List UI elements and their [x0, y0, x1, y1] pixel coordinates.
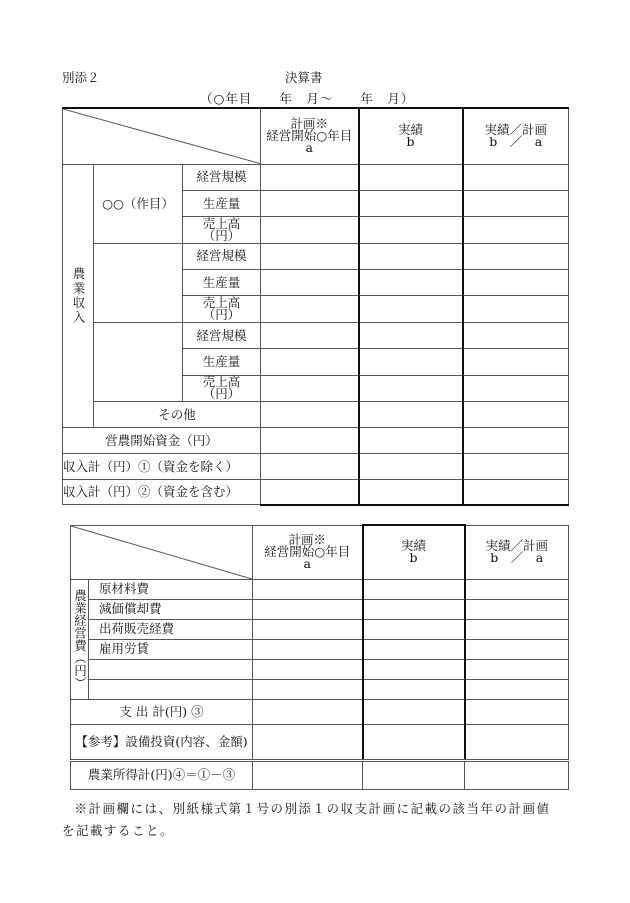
value-cell[interactable]: [363, 699, 465, 724]
actual-header: 実績 b: [363, 525, 465, 579]
group-label: 農業収入: [63, 164, 94, 428]
table-row: [71, 579, 569, 599]
table-row: [63, 402, 569, 428]
value-cell[interactable]: [253, 724, 363, 760]
sub-item-label: 生産量: [183, 270, 261, 296]
sub-item-label: 経営規模: [183, 322, 261, 348]
table-row: [71, 639, 569, 659]
sub-item-label: 生産量: [183, 190, 261, 216]
value-cell[interactable]: [359, 243, 463, 269]
table-row: [63, 428, 569, 454]
value-cell[interactable]: [363, 679, 465, 699]
ratio-header: 実績／計画 b ／ a: [465, 525, 569, 579]
value-cell[interactable]: [261, 402, 359, 428]
value-cell[interactable]: [465, 639, 569, 659]
value-cell[interactable]: [363, 760, 465, 789]
expense-item-label: [89, 659, 253, 679]
value-cell[interactable]: [463, 270, 569, 296]
value-cell[interactable]: [463, 190, 569, 216]
value-cell[interactable]: [463, 164, 569, 190]
value-cell[interactable]: [359, 296, 463, 322]
value-cell[interactable]: [253, 699, 363, 724]
table-row: [63, 454, 569, 480]
value-cell[interactable]: [465, 579, 569, 599]
value-cell[interactable]: [261, 454, 359, 480]
other-label: その他: [94, 402, 261, 428]
sub-item-label: 経営規模: [183, 164, 261, 190]
value-cell[interactable]: [463, 296, 569, 322]
ratio-header: 実績／計画 b ／ a: [463, 108, 569, 164]
sub-item-label: 売上高（円）: [183, 375, 261, 401]
expense-item-label: 雇用労賃: [89, 639, 253, 659]
value-cell[interactable]: [253, 639, 363, 659]
value-cell[interactable]: [261, 217, 359, 243]
table-row: [71, 699, 569, 724]
expense-item-label: 出荷販売経費: [89, 619, 253, 639]
value-cell[interactable]: [463, 217, 569, 243]
funds-label: 営農開始資金（円）: [63, 428, 261, 454]
value-cell[interactable]: [465, 619, 569, 639]
total1-label: 収入計（円）①（資金を除く）: [63, 454, 261, 480]
value-cell[interactable]: [363, 639, 465, 659]
document-title: 決算書: [285, 70, 323, 85]
value-cell[interactable]: [261, 270, 359, 296]
value-cell[interactable]: [253, 579, 363, 599]
value-cell[interactable]: [463, 375, 569, 401]
table-row: [63, 322, 569, 348]
income-total-label: 農業所得計(円)④＝①－③: [71, 760, 253, 789]
table-row: [71, 619, 569, 639]
crop-label: [94, 322, 183, 401]
plan-header: 計画※ 経営開始○年目 a: [261, 108, 359, 164]
value-cell[interactable]: [359, 349, 463, 375]
value-cell[interactable]: [465, 760, 569, 789]
annex-label: 別添２: [62, 70, 100, 85]
value-cell[interactable]: [359, 454, 463, 480]
value-cell[interactable]: [463, 243, 569, 269]
total2-label: 収入計（円）②（資金を含む）: [63, 480, 261, 505]
value-cell[interactable]: [261, 375, 359, 401]
value-cell[interactable]: [261, 480, 359, 505]
period-label: （○年目 年 月～ 年 月）: [200, 91, 415, 106]
value-cell[interactable]: [253, 619, 363, 639]
sub-item-label: 売上高（円）: [183, 217, 261, 243]
crop-label: [94, 243, 183, 322]
table-row: [63, 164, 569, 190]
sub-item-label: 売上高（円）: [183, 296, 261, 322]
value-cell[interactable]: [261, 322, 359, 348]
expense-item-label: 原材料費: [89, 579, 253, 599]
plan-header: 計画※ 経営開始○年目 a: [253, 525, 363, 579]
table-row: [63, 480, 569, 505]
group-label: 農業経営費（円）: [71, 579, 89, 699]
value-cell[interactable]: [253, 679, 363, 699]
value-cell[interactable]: [261, 190, 359, 216]
value-cell[interactable]: [463, 480, 569, 505]
value-cell[interactable]: [465, 724, 569, 760]
crop-label: ○○（作目）: [94, 164, 183, 243]
table-row: [71, 679, 569, 699]
value-cell[interactable]: [465, 659, 569, 679]
value-cell[interactable]: [261, 428, 359, 454]
header-diagonal-cell: [71, 525, 253, 579]
value-cell[interactable]: [253, 659, 363, 679]
value-cell[interactable]: [253, 599, 363, 619]
value-cell[interactable]: [359, 375, 463, 401]
value-cell[interactable]: [359, 190, 463, 216]
actual-header: 実績 b: [359, 108, 463, 164]
value-cell[interactable]: [363, 619, 465, 639]
table-row: [71, 599, 569, 619]
value-cell[interactable]: [463, 322, 569, 348]
expense-item-label: [89, 679, 253, 699]
value-cell[interactable]: [359, 217, 463, 243]
value-cell[interactable]: [363, 724, 465, 760]
value-cell[interactable]: [465, 699, 569, 724]
value-cell[interactable]: [359, 270, 463, 296]
value-cell[interactable]: [465, 679, 569, 699]
expense-item-label: 減価償却費: [89, 599, 253, 619]
income-table: [62, 107, 569, 506]
table-row: [71, 760, 569, 789]
value-cell[interactable]: [359, 164, 463, 190]
value-cell[interactable]: [363, 599, 465, 619]
footnote: ※計画欄には、別紙様式第１号の別添１の収支計画に記載の該当年の計画値を記載すること。: [62, 801, 551, 838]
value-cell[interactable]: [363, 579, 465, 599]
value-cell[interactable]: [463, 402, 569, 428]
table-row: [63, 243, 569, 269]
value-cell[interactable]: [261, 349, 359, 375]
value-cell[interactable]: [463, 428, 569, 454]
value-cell[interactable]: [261, 243, 359, 269]
value-cell[interactable]: [463, 454, 569, 480]
value-cell[interactable]: [363, 659, 465, 679]
value-cell[interactable]: [359, 428, 463, 454]
value-cell[interactable]: [359, 480, 463, 505]
value-cell[interactable]: [359, 402, 463, 428]
expense-total-label: 支 出 計(円) ③: [71, 699, 253, 724]
value-cell[interactable]: [465, 599, 569, 619]
header-diagonal-cell: [63, 108, 261, 164]
value-cell[interactable]: [253, 760, 363, 789]
reference-label: 【参考】設備投資(内容、金額): [71, 724, 253, 760]
sub-item-label: 生産量: [183, 349, 261, 375]
table-row: [71, 659, 569, 679]
expense-table: [70, 524, 569, 790]
value-cell[interactable]: [261, 164, 359, 190]
value-cell[interactable]: [463, 349, 569, 375]
sub-item-label: 経営規模: [183, 243, 261, 269]
value-cell[interactable]: [261, 296, 359, 322]
table-row: [71, 724, 569, 760]
value-cell[interactable]: [359, 322, 463, 348]
